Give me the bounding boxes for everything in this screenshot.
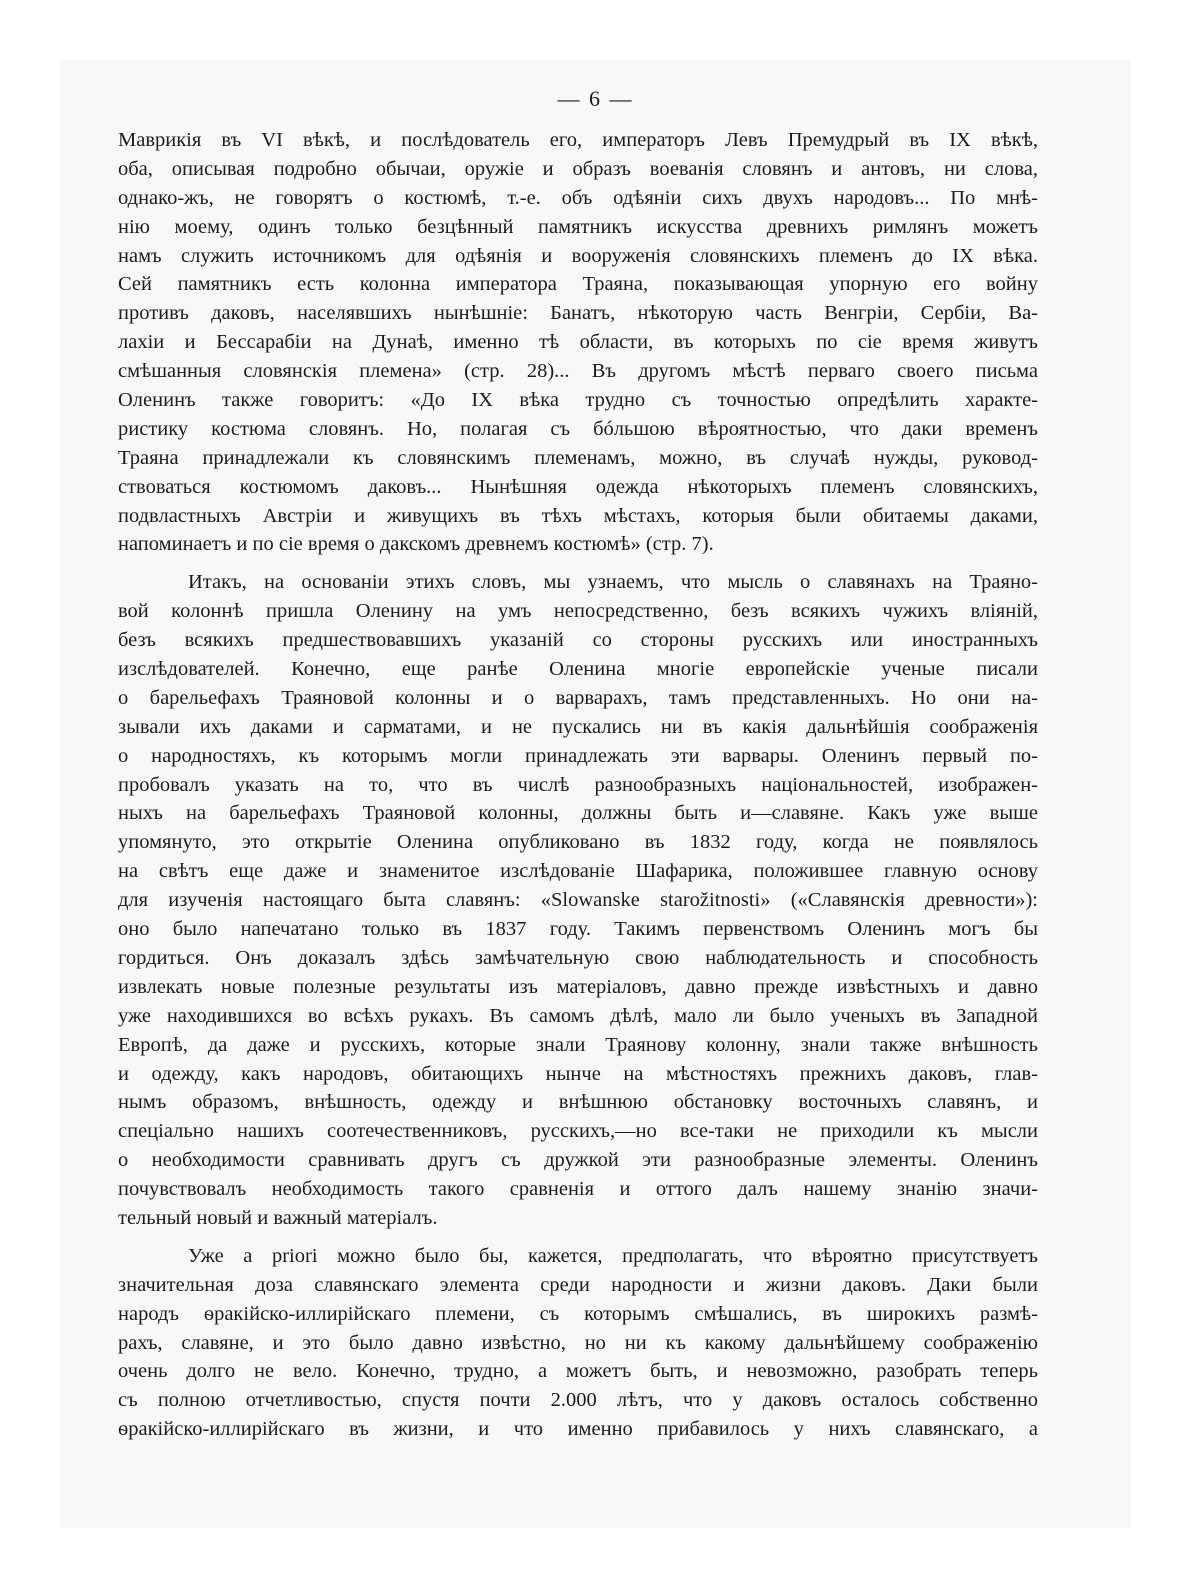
text-line: нымъ образомъ, внѣшность, одежду и внѣшнюю обстановку восточныхъ славянъ, и: [118, 1091, 1038, 1114]
text-line: на свѣтъ еще даже и знаменитое изслѣдованіе Шафарика, положившее главную основу: [118, 860, 1038, 883]
text-line: ныхъ на барельефахъ Траяновой колонны, должны быть и—славяне. Какъ уже выше: [118, 802, 1038, 825]
text-line: ствоваться костюмомъ даковъ... Нынѣшняя одежда нѣкоторыхъ племенъ словянскихъ,: [118, 475, 1038, 498]
text-line: нію моему, одинъ только безцѣнный памятникъ искусства древнихъ римлянъ можетъ: [118, 215, 1038, 238]
text-line: очень долго не вело. Конечно, трудно, а можетъ быть, и невозможно, разобрать теперь: [118, 1360, 1038, 1383]
text-line: напоминаетъ и по сіе время о дакскомъ древнемъ костюмѣ» (стр. 7).: [118, 533, 714, 556]
paragraph-gap: [118, 559, 1038, 568]
text-line: оба, описывая подробно обычаи, оружіе и образъ воеванія словянъ и антовъ, ни слова,: [118, 157, 1038, 180]
text-line: ристику костюма словянъ. Но, полагая съ бóльшою вѣроятностью, что даки временъ: [118, 417, 1038, 440]
text-line: Оленинъ также говоритъ: «До IX вѣка трудно съ точностью опредѣлить характе-: [118, 389, 1038, 412]
text-line: Траяна принадлежали къ словянскимъ племенамъ, можно, въ случаѣ нужды, руковод-: [118, 446, 1038, 469]
text-line: рахъ, славяне, и это было давно извѣстно, но ни къ какому дальнѣйшему соображенію: [118, 1331, 1038, 1354]
text-line: о народностяхъ, къ которымъ могли принадлежать эти варвары. Оленинъ первый по-: [118, 744, 1038, 767]
text-line: тельный новый и важный матеріалъ.: [118, 1206, 438, 1229]
paragraph: [118, 126, 1038, 559]
text-line: извлекать новые полезные результаты изъ матеріаловъ, давно прежде извѣстныхъ и давно: [118, 975, 1038, 998]
text-line: для изученія настоящаго быта славянъ: «Slowanske starožitnosti» («Славянскія древности»):: [118, 889, 1038, 912]
text-line: вой колоннѣ пришла Оленину на умъ непосредственно, безъ всякихъ чужихъ вліяній,: [118, 600, 1038, 623]
text-line: однако-жъ, не говорятъ о костюмѣ, т.-е. объ одѣяніи сихъ двухъ народовъ... По мнѣ-: [118, 186, 1038, 209]
text-line: Европѣ, да даже и русскихъ, которые знали Траянову колонну, знали также внѣшность: [118, 1033, 1038, 1056]
text-line: съ полною отчетливостью, спустя почти 2.000 лѣтъ, что у даковъ осталось собственно: [118, 1389, 1038, 1412]
text-line: и одежду, какъ народовъ, обитающихъ нынче на мѣстностяхъ прежнихъ даковъ, глав-: [118, 1062, 1038, 1085]
text-line: спеціально нашихъ соотечественниковъ, русскихъ,—но все-таки не приходили къ мысли: [118, 1120, 1038, 1143]
paragraph: [118, 568, 1038, 1232]
text-line: о необходимости сравнивать другъ съ дружкой эти разнообразные элементы. Оленинъ: [118, 1149, 1038, 1172]
text-line: намъ служить источникомъ для одѣянія и вооруженія словянскихъ племенъ до IX вѣка.: [118, 244, 1038, 267]
text-line: уже находившихся во всѣхъ рукахъ. Въ самомъ дѣлѣ, мало ли было ученыхъ въ Западной: [118, 1004, 1038, 1027]
text-line: упомянуто, это открытіе Оленина опубликовано въ 1832 году, когда не появлялось: [118, 831, 1038, 854]
text-body: [118, 126, 1038, 1444]
text-line: значительная доза славянскаго элемента среди народности и жизни даковъ. Даки были: [118, 1273, 1038, 1296]
text-line: Итакъ, на основаніи этихъ словъ, мы узнаемъ, что мысль о славянахъ на Траяно-: [188, 571, 1038, 594]
text-line: зывали ихъ даками и сарматами, и не пускались ни въ какія дальнѣйшія соображенія: [118, 715, 1038, 738]
page-number: — 6 —: [557, 86, 634, 111]
text-line: подвластныхъ Австріи и живущихъ въ тѣхъ мѣстахъ, которыя были обитаемы даками,: [118, 504, 1038, 527]
text-line: противъ даковъ, населявшихъ нынѣшніе: Банатъ, нѣкоторую часть Венгріи, Сербіи, Ва-: [118, 302, 1038, 325]
paragraph: [118, 1242, 1038, 1444]
text-line: о барельефахъ Траяновой колонны и о варварахъ, тамъ представленныхъ. Но они на-: [118, 686, 1038, 709]
text-line: оно было напечатано только въ 1837 году. Такимъ первенствомъ Оленинъ могъ бы: [118, 918, 1038, 941]
text-line: безъ всякихъ предшествовавшихъ указаній со стороны русскихъ или иностранныхъ: [118, 629, 1038, 652]
text-line: ѳракійско-иллирійскаго въ жизни, и что именно прибавилось у нихъ славянскаго, а: [118, 1418, 1038, 1441]
text-line: народъ ѳракійско-иллирійскаго племени, съ которымъ смѣшались, въ широкихъ размѣ-: [118, 1302, 1038, 1325]
text-line: Сей памятникъ есть колонна императора Траяна, показывающая упорную его войну: [118, 273, 1038, 296]
text-line: Маврикія въ VI вѣкѣ, и послѣдователь его, императоръ Левъ Премудрый въ IX вѣкѣ,: [118, 129, 1038, 151]
text-line: изслѣдователей. Конечно, еще ранѣе Оленина многіе европейскіе ученые писали: [118, 658, 1038, 681]
paragraph-gap: [118, 1233, 1038, 1242]
text-line: пробовалъ указать на то, что въ числѣ разнообразныхъ національностей, изображен-: [118, 773, 1038, 796]
text-line: Уже a priori можно было бы, кажется, предполагать, что вѣроятно присутствуетъ: [188, 1244, 1038, 1267]
text-line: почувствовалъ необходимость такого сравненія и оттого далъ нашему знанію значи-: [118, 1178, 1038, 1201]
text-line: лахіи и Бессарабіи на Дунаѣ, именно тѣ области, въ которыхъ по сіе время живутъ: [118, 331, 1038, 354]
text-line: гордиться. Онъ доказалъ здѣсь замѣчательную свою наблюдательность и способность: [118, 946, 1038, 969]
text-line: смѣшанныя словянскія племена» (стр. 28)... Въ другомъ мѣстѣ перваго своего письма: [118, 360, 1038, 383]
